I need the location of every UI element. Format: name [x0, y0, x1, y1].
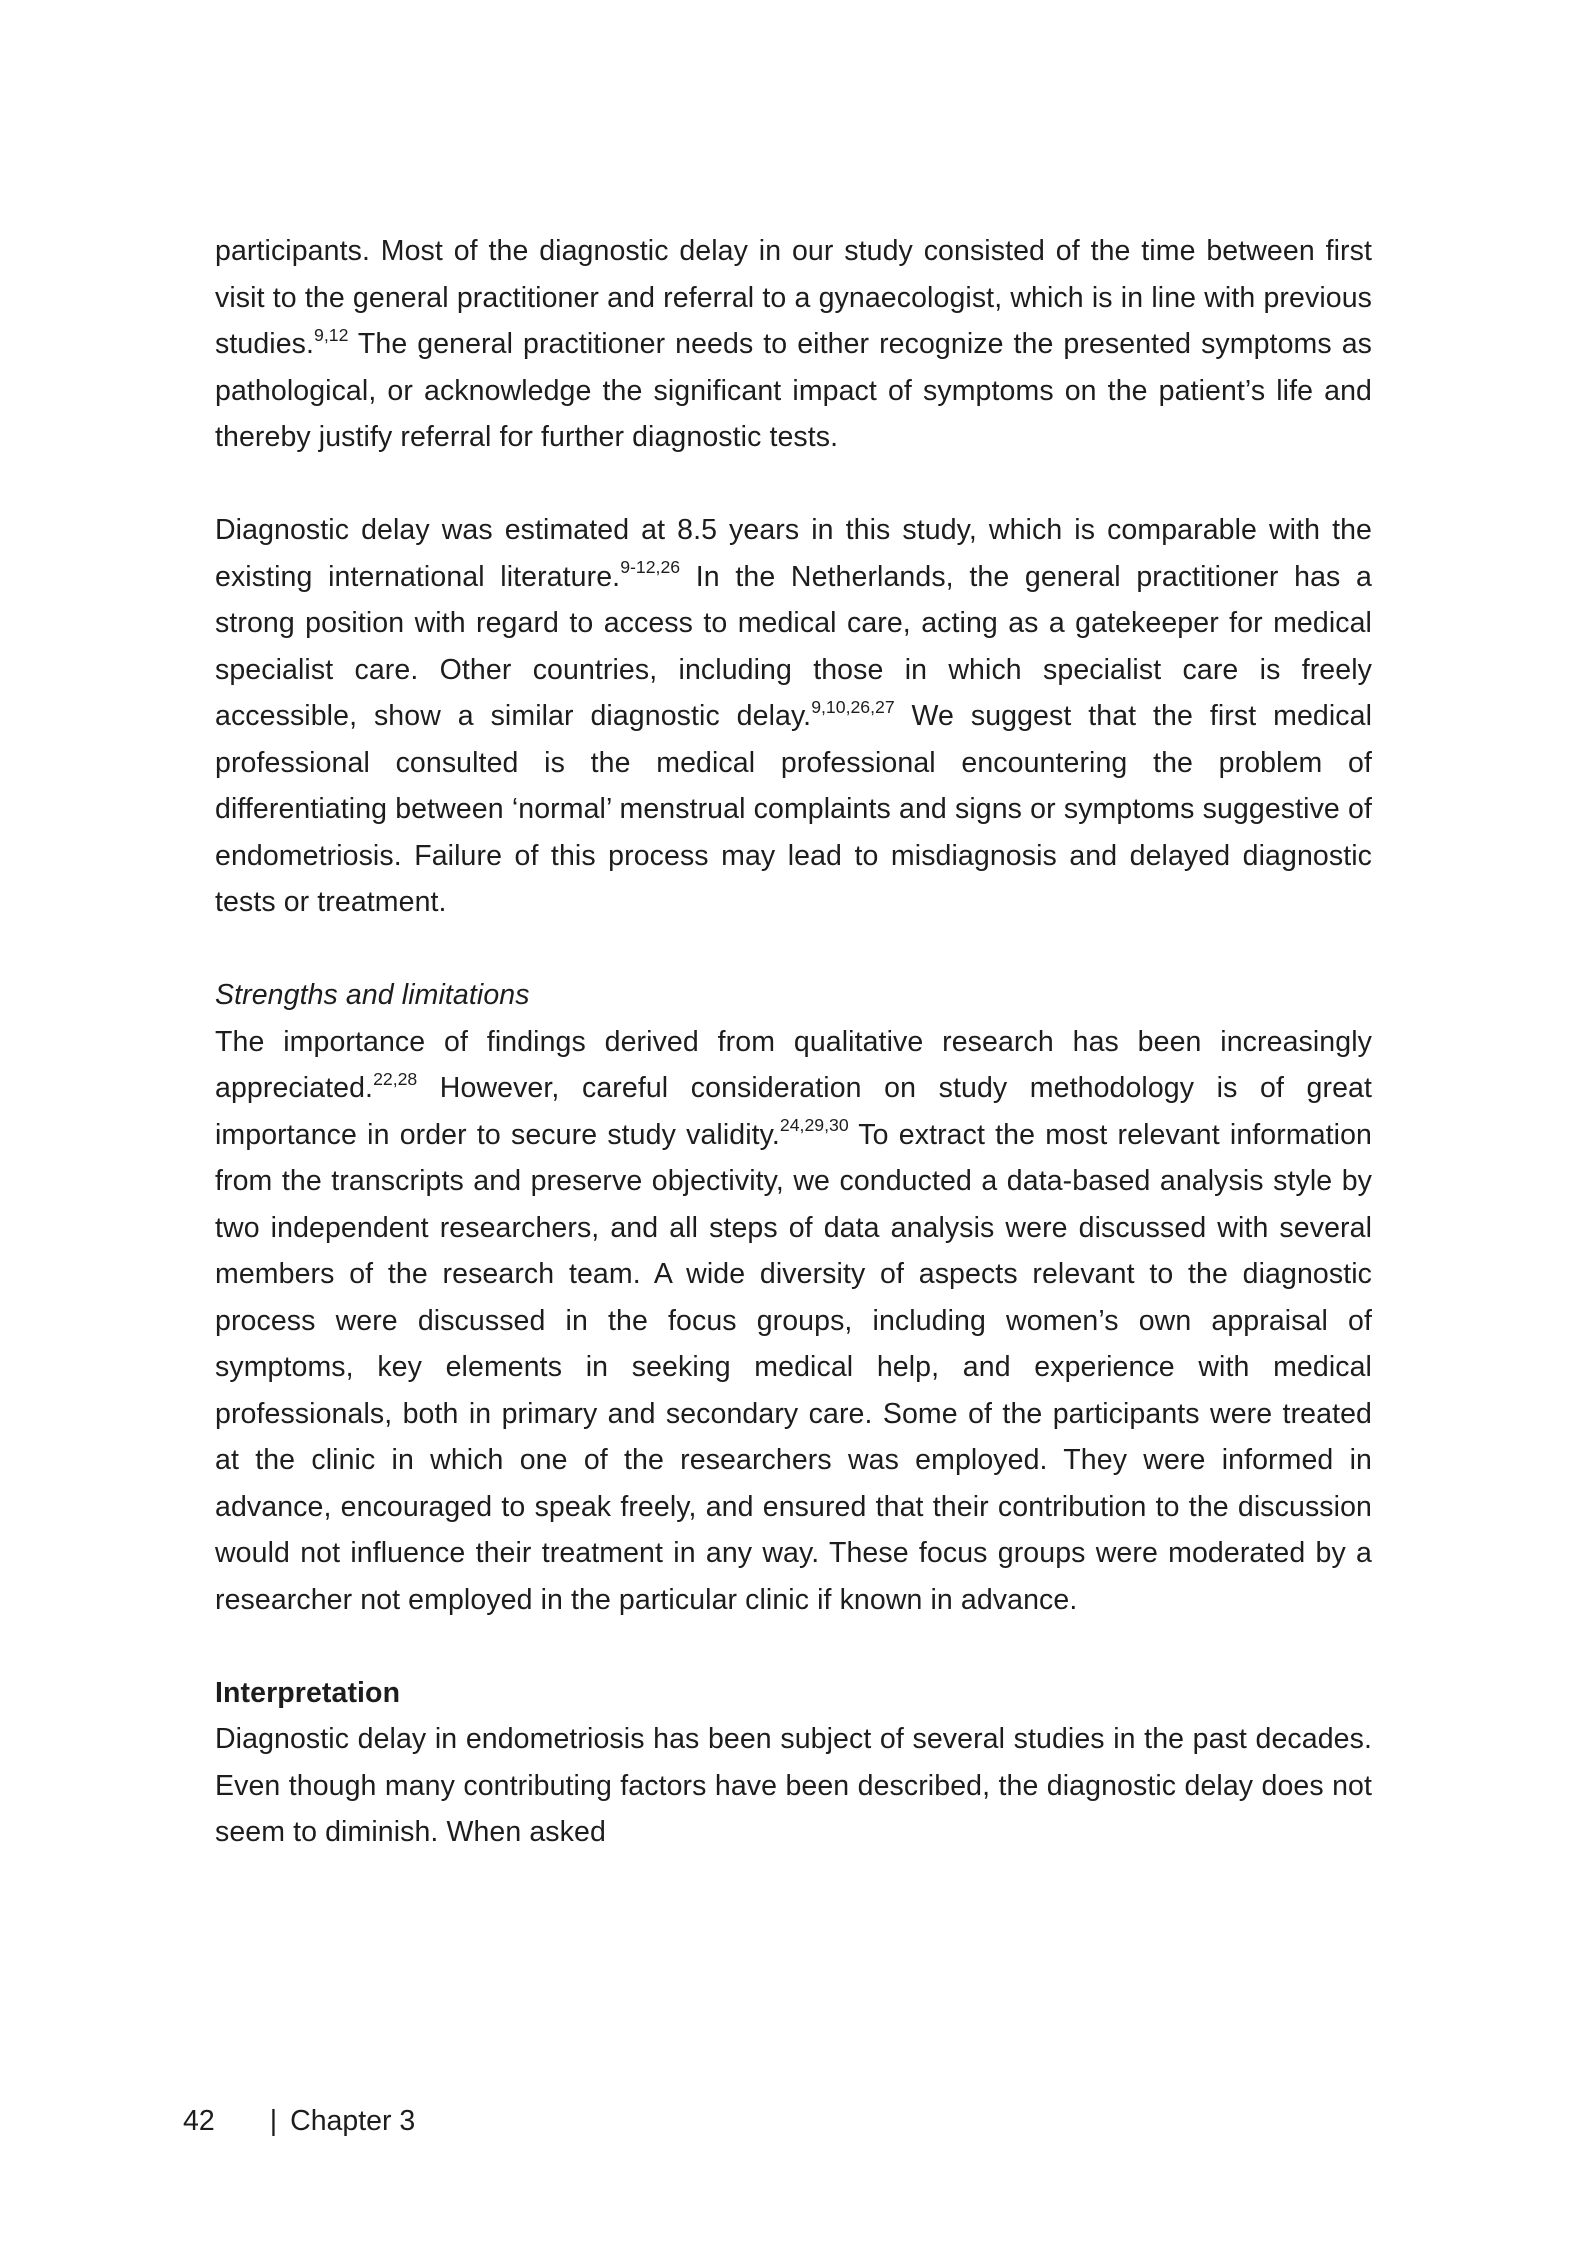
body-paragraph [215, 1716, 1372, 1856]
citation-superscript: 9,12 [314, 324, 349, 345]
paragraph-text: To extract the most relevant information from the transcripts and preserve objectivity, we conducted a data-based analysis style by two independent researchers, and all steps of data analysis were discussed with several members of the research team. A wide diversity of aspects relevant to the diagnostic process were discussed in the focus groups, including women’s own appraisal of symptoms, key elements in seeking medical help, and experience with medical professionals, both in primary and secondary care. Some of the participants were treated at the clinic in which one of the researchers was employed. They were informed in advance, encouraged to speak freely, and ensured that their contribution to the discussion would not influence their treatment in any way. These focus groups were moderated by a researcher not employed in the particular clinic if known in advance. [215, 1118, 1372, 1616]
citation-superscript: 22,28 [373, 1068, 418, 1089]
paragraph-text: We suggest that the first medical professional consulted is the medical professional encountering the problem of differentiating between ‘normal’ menstrual complaints and signs or symptoms suggestive of endometriosis. Failure of this process may lead to misdiagnosis and delayed diagnostic tests or treatment. [215, 700, 1373, 918]
paragraph-text: The importance of findings derived from qualitative research has been increasingly appreciated. [215, 1025, 1372, 1104]
citation-superscript: 9-12,26 [620, 557, 681, 578]
body-paragraph [215, 507, 1372, 926]
paragraph-text: participants. Most of the diagnostic delay in our study consisted of the time between first visit to the general practitioner and referral to a gynaecologist, which is in line with previous studies. [215, 235, 1372, 360]
body-paragraph [215, 228, 1372, 461]
body-paragraph [215, 1019, 1372, 1624]
paragraph-text: Diagnostic delay was estimated at 8.5 years in this study, which is comparable with the existing international literature. [215, 514, 1372, 593]
page-number: 42 [183, 2105, 215, 2137]
section-heading: Interpretation [215, 1676, 401, 1709]
paragraph-text: However, careful consideration on study methodology is of great importance in order to secure study validity. [215, 1072, 1372, 1151]
page-body-text [215, 228, 1372, 1856]
citation-superscript: 9,10,26,27 [811, 696, 895, 717]
content-blocks [215, 228, 1372, 1856]
footer-separator: | [269, 2105, 278, 2137]
citation-superscript: 24,29,30 [779, 1115, 849, 1136]
paragraph-text: The general practitioner needs to either recognize the presented symptoms as pathological, or acknowledge the significant impact of symptoms on the patient’s life and thereby justify referral for further diagnostic tests. [215, 328, 1372, 453]
page-footer [183, 2098, 415, 2145]
subsection-heading: Strengths and limitations [215, 979, 530, 1011]
chapter-label: Chapter 3 [290, 2105, 416, 2137]
paragraph-text: Diagnostic delay in endometriosis has been subject of several studies in the past decades. Even though many contributing factors have been described, the diagnostic delay does not seem to diminish. When asked [215, 1723, 1372, 1848]
paragraph-text: In the Netherlands, the general practitioner has a strong position with regard to access to medical care, acting as a gatekeeper for medical specialist care. Other countries, including those in which specialist care is freely accessible, show a similar diagnostic delay. [215, 560, 1372, 732]
